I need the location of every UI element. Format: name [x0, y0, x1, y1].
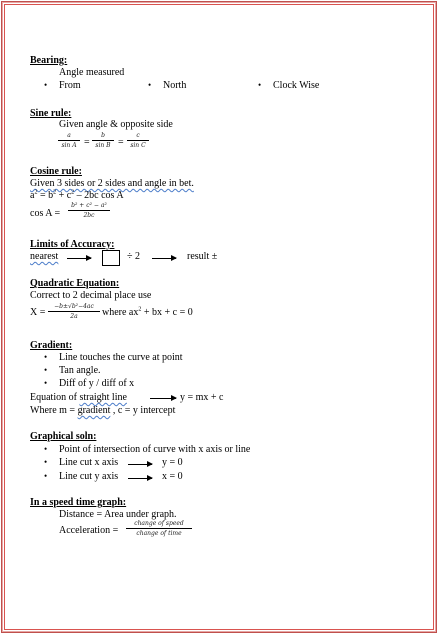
bullet-icon: • — [44, 80, 48, 90]
equals-sign: = — [118, 137, 124, 148]
bearing-bullet-from: From — [59, 80, 81, 91]
graphical-result-2: x = 0 — [162, 471, 183, 482]
bullet-icon: • — [44, 457, 48, 467]
bearing-heading: Bearing: — [30, 55, 68, 66]
speed-distance: Distance = Area under graph. — [59, 509, 177, 520]
bullet-icon: • — [148, 80, 152, 90]
graphical-result-1: y = 0 — [162, 457, 183, 468]
speed-heading: In a speed time graph: — [30, 497, 127, 508]
cosine-equation: $a^2 = b^2 + c^2 - 2bc$ cos A — [30, 189, 124, 201]
arrow-icon — [152, 258, 176, 259]
arrow-icon — [128, 478, 152, 479]
quadratic-x-label: X = — [30, 307, 46, 318]
bullet-icon: • — [44, 471, 48, 481]
cos-a-label: cos A = — [30, 208, 61, 219]
equals-sign: = — [84, 137, 90, 148]
arrow-icon — [128, 464, 152, 465]
cosine-heading: Cosine rule: — [30, 166, 82, 177]
empty-box — [102, 250, 120, 266]
sine-fraction-c: c sin C — [127, 132, 149, 149]
acceleration-fraction: change of speed change of time — [126, 520, 192, 537]
quadratic-where: where $ax^2$ + bx + c = 0 — [102, 306, 193, 318]
sine-fraction-a: a sin A — [58, 132, 80, 149]
bearing-bullet-clockwise: Clock Wise — [273, 80, 320, 91]
gradient-where: Where m = gradient , c = y intercept — [30, 405, 176, 416]
gradient-bullet-1: Line touches the curve at point — [59, 352, 183, 363]
bearing-line: Angle measured — [59, 67, 125, 78]
gradient-equation-result: y = mx + c — [180, 392, 224, 403]
cosine-fraction: b² + c² − a² 2bc — [68, 202, 110, 219]
accuracy-result: result ± — [187, 251, 218, 262]
cosine-line: Given 3 sides or 2 sides and angle in bet. — [30, 178, 194, 189]
quadratic-heading: Quadratic Equation: — [30, 278, 120, 289]
graphical-heading: Graphical soln: — [30, 431, 97, 442]
arrow-icon — [67, 258, 91, 259]
quadratic-fraction: −b±√b²−4ac 2a — [48, 303, 100, 320]
accuracy-divide: ÷ 2 — [127, 251, 140, 262]
bullet-icon: • — [258, 80, 262, 90]
sine-heading: Sine rule: — [30, 108, 72, 119]
accuracy-heading: Limits of Accuracy: — [30, 239, 115, 250]
gradient-heading: Gradient: — [30, 340, 73, 351]
graphical-bullet-2: Line cut x axis — [59, 457, 119, 468]
accuracy-nearest: nearest — [30, 251, 59, 262]
sine-fraction-b: b sin B — [92, 132, 114, 149]
gradient-bullet-3: Diff of y / diff of x — [59, 378, 135, 389]
speed-acceleration-label: Acceleration = — [59, 525, 119, 536]
graphical-bullet-1: Point of intersection of curve with x axis or line — [59, 444, 251, 455]
quadratic-line: Correct to 2 decimal place use — [30, 290, 152, 301]
arrow-icon — [150, 398, 176, 399]
graphical-bullet-3: Line cut y axis — [59, 471, 119, 482]
bearing-bullet-north: North — [163, 80, 187, 91]
gradient-bullet-2: Tan angle. — [59, 365, 101, 376]
gradient-equation-label: Equation of straight line — [30, 392, 127, 403]
sine-line: Given angle & opposite side — [59, 119, 173, 130]
bullet-icon: • — [44, 352, 48, 362]
bullet-icon: • — [44, 444, 48, 454]
bullet-icon: • — [44, 365, 48, 375]
bullet-icon: • — [44, 378, 48, 388]
